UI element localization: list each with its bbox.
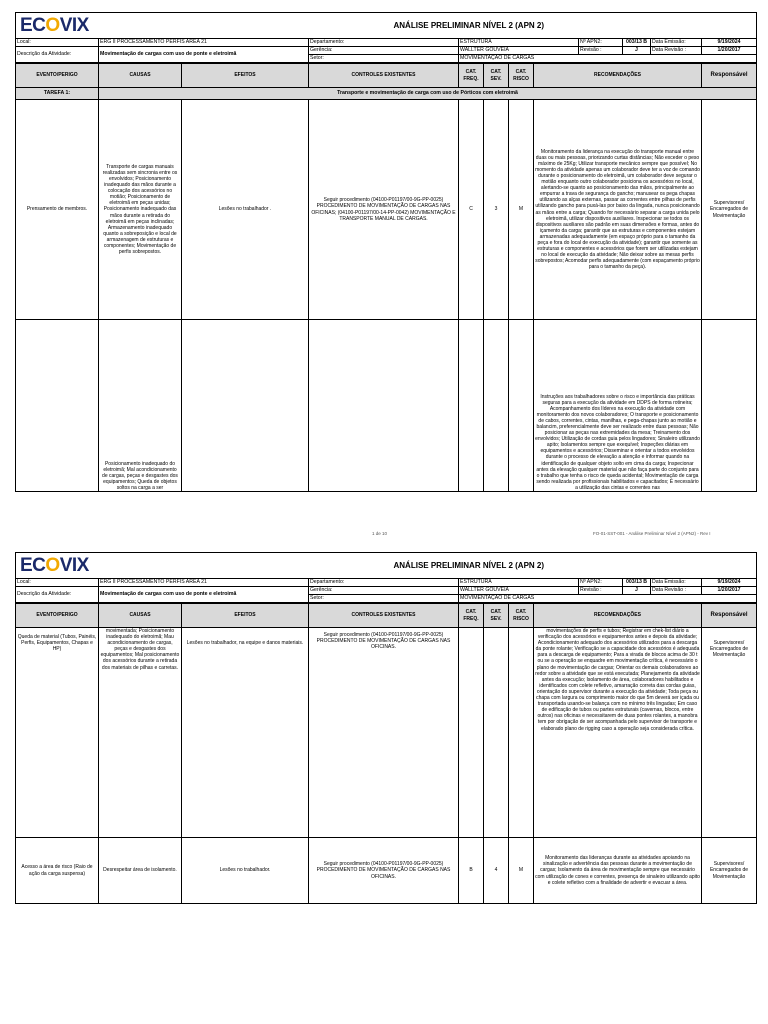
freq-cell (459, 320, 484, 492)
col-freq: CAT. FREQ. (459, 64, 484, 88)
risco-cell (509, 320, 534, 492)
company-logo: ECOVIX (16, 553, 182, 579)
setor-label: Setor: (309, 55, 459, 63)
col-responsavel: Responsável (702, 604, 757, 628)
responsavel-cell: Supervisores/ Encarregados de Movimentação (702, 100, 757, 320)
col-responsavel: Responsável (702, 64, 757, 88)
efeitos-cell (182, 320, 309, 492)
recomendacoes-cell (534, 320, 702, 492)
departamento-label: Departamento: (309, 39, 459, 47)
gerencia-value: WALLTER GOUVEIA (459, 47, 579, 55)
napn-value: 003/13 B (623, 579, 651, 587)
sev-cell: 3 (484, 100, 509, 320)
evento-cell: Prensamento de membros. (16, 100, 99, 320)
table-row (16, 628, 757, 838)
data-emissao-value: 9/19/2024 (702, 39, 757, 47)
napn-label: Nº APN2: (579, 579, 623, 587)
col-recomendacoes: RECOMENDAÇÕES (534, 604, 702, 628)
freq-cell: B (459, 838, 484, 904)
evento-cell (16, 320, 99, 492)
revisao-value: J (623, 47, 651, 55)
data-revisao-label: Data Revisão : (651, 47, 702, 55)
revisao-label: Revisão : (579, 587, 623, 595)
departamento-value: ESTRUTURA (459, 579, 579, 587)
task-description: Transporte e movimentação de carga com uso de Pórticos com eletroimã (99, 88, 757, 100)
page-number: 1 de 10 (372, 531, 388, 536)
sev-cell (484, 320, 509, 492)
risco-cell (509, 628, 534, 838)
col-controles: CONTROLES EXISTENTES (309, 604, 459, 628)
table-row (16, 100, 757, 320)
atividade-value: Movimentação de cargas com uso de ponte e eletroimã (99, 47, 309, 63)
recomendacoes-cell: movimentações de perfis e tubos; Registrar em chek-list diário a verificação dos acessórios e equipamentos antes e depois da atividade; Acondicionamento adequado dos acessórios utilizados para a descarga da ponte rolante; Verificação se a capacidade dos acessórios é adequada para a descarga de equipamento; Para a virada de blocos acima de 30 t ou se a operação se enquadre em movimentação crítica, é necessário o plano de movimentação de cargas; Orientar os demais colaboradores ao redor sobre a atividade que se está executada; Planejamento da atividade antes da execução; Isolamento de área, colaboradores habilitados e identificados com colete refletivo, amarração correta das cordas guias, orientação do supervisor durante a execução da atividade; Toda peça ou chapa com largura ou comprimento maior do que 5m deverá ser içada ou transportada usando-se balança com no mínimo três lingadas; Em caso de edificação de tubos ou partes estruturais (cavernas, blocos, entre outros) nas oficinas e necessitarem de duas pontes rolantes, a manobra tem por obrigação de ser acompanhada pelo supervisor de transporte e elaborado plano de rigging caso a operação seja considerada crítica. (534, 628, 702, 838)
col-evento: EVENTO/PERIGO (16, 64, 99, 88)
company-logo: ECOVIX (16, 13, 182, 39)
col-causas: CAUSAS (99, 604, 182, 628)
col-causas: CAUSAS (99, 64, 182, 88)
col-efeitos: EFEITOS (182, 64, 309, 88)
gerencia-label: Gerência: (309, 47, 459, 55)
data-revisao-label: Data Revisão : (651, 587, 702, 595)
causas-cell: movimentada; Posicionamento inadequado do eletroimã; Mau acondicionamento de cargas, peças e desgastes dos equipamentos; Mal posicionamento dos acessórios durante a retirada dos materiais de pilhas e carretas. (99, 628, 182, 838)
efeitos-cell: Lesões no trabalhador . (182, 100, 309, 320)
setor-value: MOVIMENTAÇÃO DE CARGAS (459, 55, 757, 63)
revisao-label: Revisão : (579, 47, 623, 55)
data-revisao-value: 1/20/2017 (702, 47, 757, 55)
data-emissao-value: 9/19/2024 (702, 579, 757, 587)
sev-cell: 4 (484, 838, 509, 904)
col-controles: CONTROLES EXISTENTES (309, 64, 459, 88)
gerencia-label: Gerência: (309, 587, 459, 595)
controles-cell (309, 320, 459, 492)
recomendacoes-cell: Monitoramento da liderança na execução do transporte manual entre duas ou mais pessoas, priorizando curtas distâncias; Não exceder o peso máximo de 25Kg; Utilizar transporte mecânico sempre que possível; No momento da atividade apenas um colaborador deve ter a voz de comando durante o posicionamento do eletroimã, um colaborador deve segurar o motião enquanto outro colaborador posiciona os acessórios no local, alertando-se quanto ao posicionamento das mãos, principalmente ao empurrar a trava de segurança do gancho; manusear os pega chapas utilizando as alças externas, passar as correntes entre pilhas de perfis utilizando gancho para puxá-las por baixo da lingada, nunca posicionando as mãos entre a carga; Quando for necessário separar a carga unida pelo eletroimã, utilizar dispositivos auxiliares. Inspecionar se todos os dispositivos auxiliares são padrão em suas dimensões e formas, antes do içamento da carga; garantir que as estruturas e componentes estejam armazenadas adequadamente (em espaço próprio para o tamanho da peça e fora do local de execução da atividade); garantir que somente as estruturas e componentes e acessórios que forem ser utilizadas estejam no local de execução da atividade; Não deixar sobre as mesas perfis sobrepostos; Acomodar perfis adequadamente (com espaçamento próprio para o tamanho da peça). (534, 100, 702, 320)
document-page-1 (15, 12, 756, 492)
setor-value: MOVIMENTAÇÃO DE CARGAS (459, 595, 757, 603)
col-sev: CAT. SEV. (484, 604, 509, 628)
col-risco: CAT. RISCO (509, 604, 534, 628)
document-page-2 (15, 552, 756, 904)
causas-text: Posicionamento inadequado do eletroimã; Mal acondicionamento de cargas, peças e desgastes dos equipamentos; Queda de objetos soltos na carga a ser (102, 460, 178, 491)
data-emissao-label: Data Emissão: (651, 579, 702, 587)
gerencia-value: WALLTER GOUVEIA (459, 587, 579, 595)
controles-cell: Seguir procedimento (04100-P01197/00-9G-PP-0025) PROCEDIMENTO DE MOVIMENTAÇÃO DE CARGAS NAS OFICINAS. (309, 628, 459, 838)
document-title: ANÁLISE PRELIMINAR NÍVEL 2 (APN 2) (182, 13, 757, 39)
efeitos-cell: Lesões no trabalhador, na equipe e danos materiais. (182, 628, 309, 838)
sev-cell (484, 628, 509, 838)
napn-value: 003/13 B (623, 39, 651, 47)
freq-cell: C (459, 100, 484, 320)
causas-cell (99, 320, 182, 492)
atividade-label: Descrição da Atividade: (16, 587, 99, 603)
local-label: Local: (16, 579, 99, 587)
apn-body-table (15, 63, 757, 492)
logo-accent-letter: O (45, 14, 60, 36)
col-risco: CAT. RISCO (509, 64, 534, 88)
departamento-value: ESTRUTURA (459, 39, 579, 47)
document-title: ANÁLISE PRELIMINAR NÍVEL 2 (APN 2) (182, 553, 757, 579)
departamento-label: Departamento: (309, 579, 459, 587)
setor-label: Setor: (309, 595, 459, 603)
risco-cell: M (509, 838, 534, 904)
col-evento: EVENTO/PERIGO (16, 604, 99, 628)
document-code: FO-01-SST-001 - Análise Preliminar Nível 2 (APN2) - Rev I (593, 531, 711, 536)
responsavel-cell: Supervisores/ Encarregados de Movimentação (702, 838, 757, 904)
col-efeitos: EFEITOS (182, 604, 309, 628)
responsavel-cell (702, 320, 757, 492)
atividade-value: Movimentação de cargas com uso de ponte e eletroimã (99, 587, 309, 603)
atividade-label: Descrição da Atividade: (16, 47, 99, 63)
col-freq: CAT. FREQ. (459, 604, 484, 628)
risco-cell: M (509, 100, 534, 320)
efeitos-cell: Lesões no trabalhador. (182, 838, 309, 904)
data-revisao-value: 1/20/2017 (702, 587, 757, 595)
causas-cell: Transporte de cargas manuais realizadas sem sincronia entre os envolvidos; Posicionamento inadequado das mãos durante a colocação dos acessórios no motião; Posicionamento de eletroimã em peças unidas; Posicionamento inadequado das mãos durante a retirada do eletroimã em peças inclinadas; Armazenamento inadequado quanto a sobreposição e local de armazenagem de estruturas e componentes; Movimentação de perfis sobrepostos. (99, 100, 182, 320)
local-label: Local: (16, 39, 99, 47)
apn-header-table (15, 12, 757, 63)
causas-cell: Desrespeitar área de isolamento. (99, 838, 182, 904)
col-recomendacoes: RECOMENDAÇÕES (534, 64, 702, 88)
table-row (16, 838, 757, 904)
evento-cell: Queda de material (Tubos, Painéis, Perfis, Equipamentos, Chapas e HP) (16, 628, 99, 838)
col-sev: CAT. SEV. (484, 64, 509, 88)
table-row (16, 320, 757, 492)
task-label: TAREFA 1: (16, 88, 99, 100)
logo-accent-letter: O (45, 554, 60, 576)
apn-header-table (15, 552, 757, 603)
controles-cell: Seguir procedimento (04100-P01197/00-9G-PP-0025) PROCEDIMENTO DE MOVIMENTAÇÃO DE CARGAS NAS OFICINAS. (309, 838, 459, 904)
recomendacoes-text: Instruções aos trabalhadores sobre o risco e importância das práticas seguras para a execução da atividade em DDPS de forma rotineira; Acompanhamento dos líderes na execução da atividade com monitoramento dos novos colaboradores; O transporte e posicionamento de cabos, correntes, cintas, manilhas, e pega-chapas junto ao motião e balancim, preferencialmente deve ser realizado entre duas pessoas; Não posicionar as peças nas extremidades da mesa; Treinamento dos envolvidos; Utilização de cordas guia pelos lingadores; Sinaleiro utilizando apito; Isolamentos sempre que exequível; Inspeções diárias em equipamentos e acessórios; Disseminar e orientar a todos envolvidos durante o processo de elevação a atenção e informar quando na identificação de qualquer objeto solto em cima da carga; Inspecionar antes da elevação qualquer material que não faça parte do conjunto para o trabalho que tenha o risco de queda acidental; Movimentação de carga sendo realizada por profissionais habilitados e capacitados; É necessário a utilização das cintas e correntes nas (535, 393, 700, 491)
data-emissao-label: Data Emissão: (651, 39, 702, 47)
responsavel-cell: Supervisores/ Encarregados de Movimentação (702, 628, 757, 838)
controles-cell: Seguir procedimento (04100-P01197/00-9G-PP-0025) PROCEDIMENTO DE MOVIMENTAÇÃO DE CARGAS NAS OFICINAS; (04100-P01197/00-14-PP-0042) MOVIMENTAÇÃO E TRANSPORTE MANUAL DE CARGAS. (309, 100, 459, 320)
freq-cell (459, 628, 484, 838)
apn-body-table (15, 603, 757, 904)
local-value: ERG II PROCESSAMENTO PERFIS AREA 21 (99, 579, 309, 587)
recomendacoes-cell: Monitoramento das lideranças durante as atividades apoiando na sinalização e advertência das pessoas durante a movimentação de cargas; Isolamento da área de movimentação sempre que necessário com utilização de cones e correntes, presença de sinaleiro utilizando apito e colete refletivo com a finalidade de advertir e evacuar a área. (534, 838, 702, 904)
napn-label: Nº APN2: (579, 39, 623, 47)
evento-cell: Acesso a área de risco (Raio de ação da carga suspensa) (16, 838, 99, 904)
local-value: ERG II PROCESSAMENTO PERFIS AREA 21 (99, 39, 309, 47)
revisao-value: J (623, 587, 651, 595)
